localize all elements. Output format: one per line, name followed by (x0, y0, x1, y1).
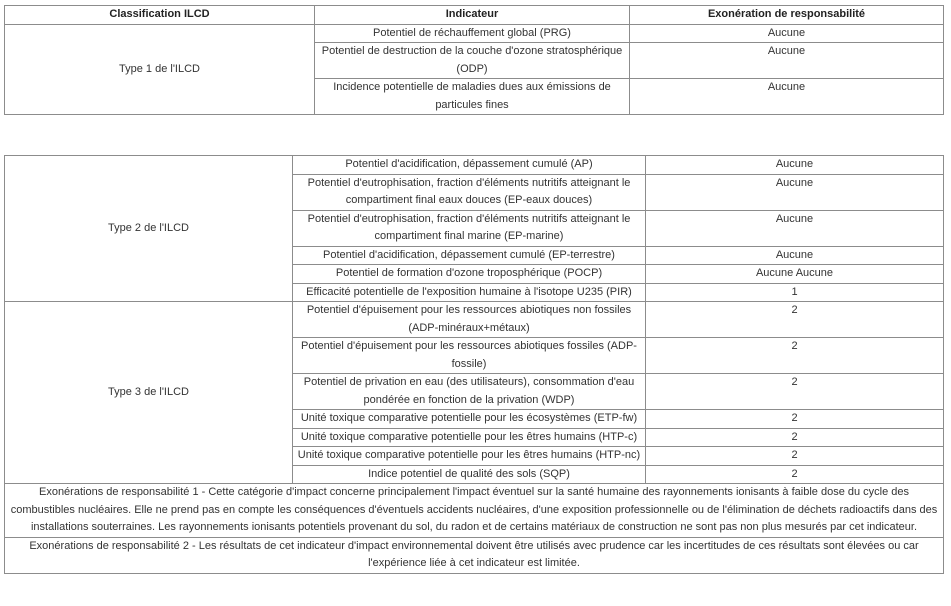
table-header-row (5, 6, 944, 25)
indicator-cell: Indice potentiel de qualité des sols (SQP) (293, 465, 646, 484)
indicator-cell: Potentiel de destruction de la couche d'ozone stratosphérique (ODP) (315, 43, 630, 79)
disclaimer-cell: Aucune (630, 24, 944, 43)
indicator-cell: Potentiel d'épuisement pour les ressources abiotiques non fossiles (ADP-minéraux+métaux) (293, 302, 646, 338)
footnote-row (5, 537, 944, 573)
disclaimer-cell: 2 (646, 428, 944, 447)
ilcd-type2-3-table (4, 155, 944, 574)
ilcd-type1-table (4, 5, 944, 115)
table-row (5, 302, 944, 338)
disclaimer-cell: 2 (646, 302, 944, 338)
table-row (5, 24, 944, 43)
disclaimer-cell: 2 (646, 410, 944, 429)
indicator-cell: Unité toxique comparative potentielle pour les écosystèmes (ETP-fw) (293, 410, 646, 429)
indicator-cell: Unité toxique comparative potentielle pour les êtres humains (HTP-nc) (293, 447, 646, 466)
indicator-cell: Potentiel de privation en eau (des utilisateurs), consommation d'eau pondérée en fonction de la privation (WDP) (293, 374, 646, 410)
disclaimer-cell: 2 (646, 447, 944, 466)
disclaimer-cell: Aucune Aucune (646, 265, 944, 284)
indicator-cell: Efficacité potentielle de l'exposition humaine à l'isotope U235 (PIR) (293, 283, 646, 302)
indicator-cell: Potentiel d'eutrophisation, fraction d'éléments nutritifs atteignant le compartiment final eaux douces (EP-eaux douces) (293, 174, 646, 210)
indicator-cell: Potentiel de réchauffement global (PRG) (315, 24, 630, 43)
disclaimer-cell: 2 (646, 338, 944, 374)
disclaimer-cell: Aucune (646, 156, 944, 175)
group-label-type3: Type 3 de l'ILCD (5, 302, 293, 484)
disclaimer-footnote-1: Exonérations de responsabilité 1 - Cette catégorie d'impact concerne principalement l'impact éventuel sur la santé humaine des rayonnements ionisants à faible dose du cycle des combustibles nucléaires. Elle ne prend pas en compte les conséquences d'éventuels accidents nucléaires, d'une exposition professionnelle ou de l'élimination de déchets radioactifs dans des installations souterraines. Les rayonnements ionisants potentiels provenant du sol, du radon et de certains matériaux de construction ne sont pas non plus mesurés par cet indicateur. (5, 484, 944, 538)
disclaimer-cell: Aucune (646, 174, 944, 210)
disclaimer-cell: Aucune (630, 79, 944, 115)
table-row (5, 156, 944, 175)
group-label-type2: Type 2 de l'ILCD (5, 156, 293, 302)
indicator-cell: Potentiel d'acidification, dépassement cumulé (AP) (293, 156, 646, 175)
header-disclaimer: Exonération de responsabilité (630, 6, 944, 25)
disclaimer-cell: 1 (646, 283, 944, 302)
indicator-cell: Potentiel d'épuisement pour les ressources abiotiques fossiles (ADP-fossile) (293, 338, 646, 374)
indicator-cell: Potentiel d'eutrophisation, fraction d'éléments nutritifs atteignant le compartiment final marine (EP-marine) (293, 210, 646, 246)
disclaimer-cell: 2 (646, 374, 944, 410)
group-label-type1: Type 1 de l'ILCD (5, 24, 315, 115)
disclaimer-cell: Aucune (646, 210, 944, 246)
footnote-row (5, 484, 944, 538)
indicator-cell: Potentiel de formation d'ozone troposphérique (POCP) (293, 265, 646, 284)
indicator-cell: Unité toxique comparative potentielle pour les êtres humains (HTP-c) (293, 428, 646, 447)
indicator-cell: Incidence potentielle de maladies dues aux émissions de particules fines (315, 79, 630, 115)
disclaimer-cell: 2 (646, 465, 944, 484)
disclaimer-cell: Aucune (630, 43, 944, 79)
indicator-cell: Potentiel d'acidification, dépassement cumulé (EP-terrestre) (293, 246, 646, 265)
disclaimer-footnote-2: Exonérations de responsabilité 2 - Les résultats de cet indicateur d'impact environnemental doivent être utilisés avec prudence car les incertitudes de ces résultats sont élevées ou car l'expérience liée à cet indicateur est limitée. (5, 537, 944, 573)
header-indicator: Indicateur (315, 6, 630, 25)
disclaimer-cell: Aucune (646, 246, 944, 265)
header-classification: Classification ILCD (5, 6, 315, 25)
